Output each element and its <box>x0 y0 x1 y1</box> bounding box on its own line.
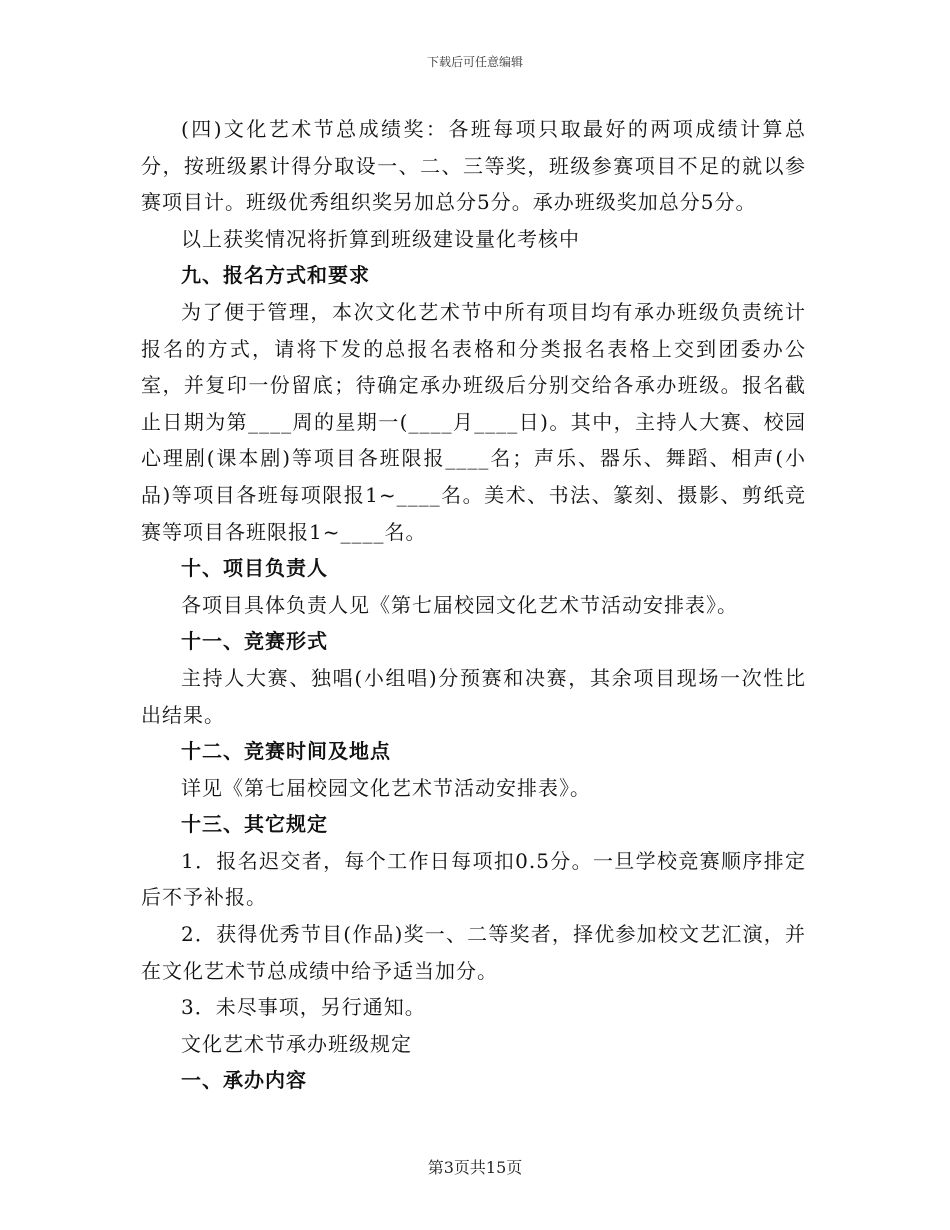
heading-project-leader: 十、项目负责人 <box>181 556 328 581</box>
document-body <box>141 111 806 1099</box>
page-header: 下载后可任意编辑 <box>426 55 523 69</box>
heading-other-rules: 十三、其它规定 <box>181 812 328 837</box>
paragraph-host-class-rules: 文化艺术节承办班级规定 <box>181 1031 412 1056</box>
heading-time-location: 十二、竞赛时间及地点 <box>181 739 391 764</box>
paragraph-rule-3: 3．未尽事项，另行通知。 <box>181 995 426 1020</box>
paragraph-rule-2: 2．获得优秀节目(作品)奖一、二等奖者，择优参加校文艺汇演，并在文化艺术节总成绩中给予适当加分。 <box>141 922 806 983</box>
paragraph-award-conversion: 以上获奖情况将折算到班级建设量化考核中 <box>181 226 580 251</box>
heading-host-content: 一、承办内容 <box>181 1068 307 1093</box>
paragraph-time-location: 详见《第七届校园文化艺术节活动安排表》。 <box>181 775 591 800</box>
paragraph-competition-format: 主持人大赛、独唱(小组唱)分预赛和决赛，其余项目现场一次性比出结果。 <box>141 665 806 727</box>
heading-registration: 九、报名方式和要求 <box>181 263 370 288</box>
paragraph-rule-1: 1．报名迟交者，每个工作日每项扣0.5分。一旦学校竞赛顺序排定后不予补报。 <box>141 848 806 910</box>
paragraph-overall-award: (四)文化艺术节总成绩奖：各班每项只取最好的两项成绩计算总分，按班级累计得分取设一、二、三等奖，班级参赛项目不足的就以参赛项目计。班级优秀组织奖另加总分5分。承办班级奖加总分5分。 <box>141 117 806 215</box>
heading-competition-format: 十一、竞赛形式 <box>181 629 328 654</box>
paragraph-project-leader: 各项目具体负责人见《第七届校园文化艺术节活动安排表》。 <box>181 592 738 617</box>
paragraph-registration-details: 为了便于管理，本次文化艺术节中所有项目均有承办班级负责统计报名的方式，请将下发的总报名表格和分类报名表格上交到团委办公室，并复印一份留底；待确定承办班级后分别交给各承办班级。报名截止日期为第____周的星期一(____月____日)。其中，主持人大赛、校园心理剧(课本剧)等项目各班限报____名；声乐、器乐、舞蹈、相声(小品)等项目各班每项限报1~____名。美术、书法、篆刻、摄影、剪纸竞赛等项目各班限报1~____名。 <box>141 299 806 544</box>
page-number: 第3页共15页 <box>427 1158 523 1177</box>
